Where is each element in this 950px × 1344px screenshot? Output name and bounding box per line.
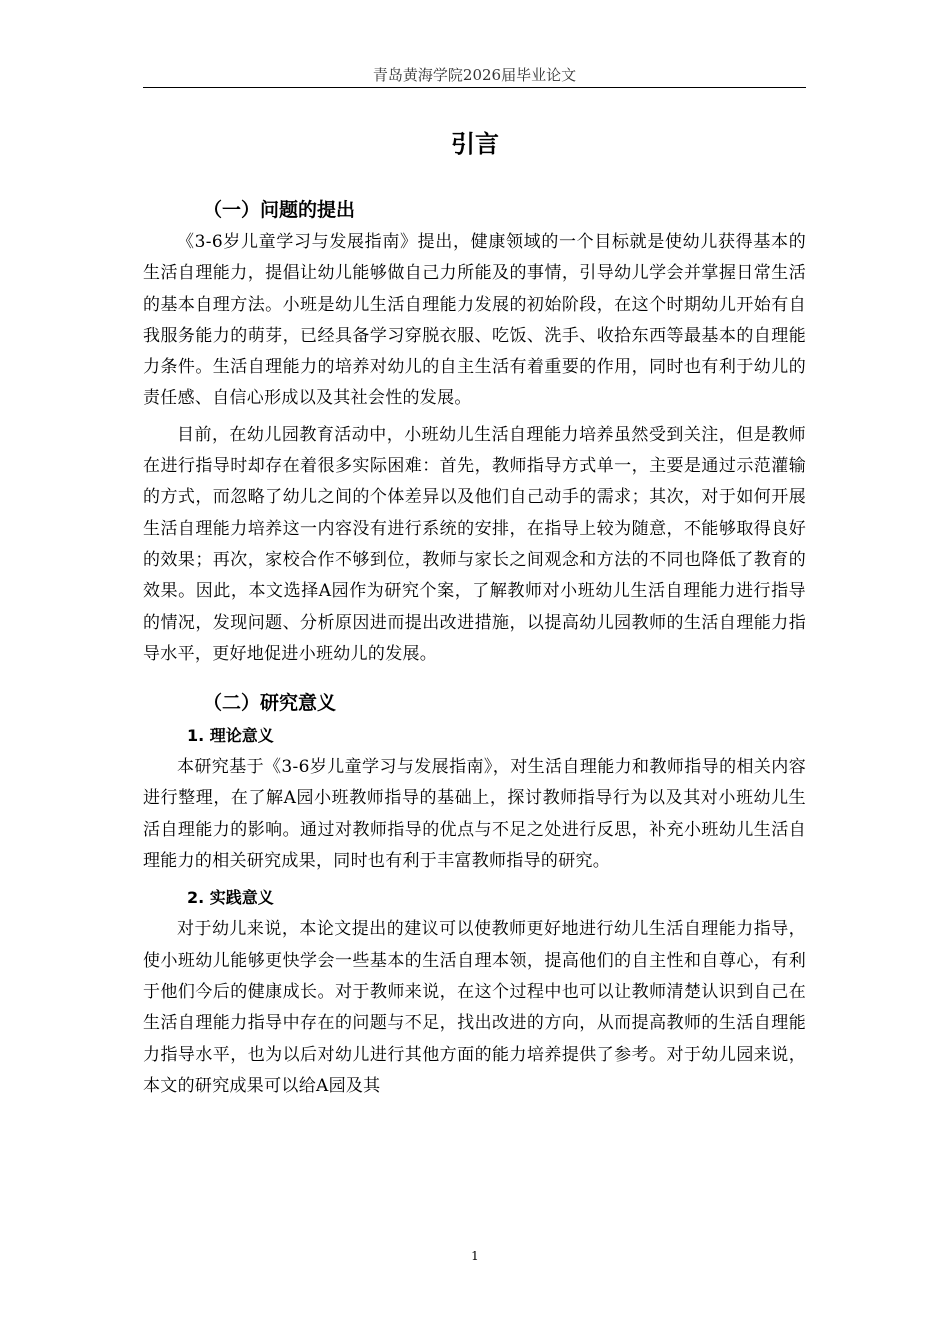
paragraph-problem-1: 《3-6岁儿童学习与发展指南》提出，健康领域的一个目标就是使幼儿获得基本的生活自理能力，提倡让幼儿能够做自己力所能及的事情，引导幼儿学会并掌握日常生活的基本自理方法。小班是幼儿生活自理能力发展的初始阶段，在这个时期幼儿开始有自我服务能力的萌芽，已经具备学习穿脱衣服、吃饭、洗手、收拾东西等最基本的自理能力条件。生活自理能力的培养对幼儿的自主生活有着重要的作用，同时也有利于幼儿的责任感、自信心形成以及其社会性的发展。 — [143, 232, 806, 409]
page-header — [143, 66, 806, 88]
document-body — [143, 193, 806, 1107]
section-heading-problem: （一）问题的提出 — [203, 199, 356, 221]
paragraph-theoretical: 本研究基于《3-6岁儿童学习与发展指南》，对生活自理能力和教师指导的相关内容进行整理，在了解A园小班教师指导的基础上，探讨教师指导行为以及其对小班幼儿生活自理能力的影响。通过对教师指导的优点与不足之处进行反思，补充小班幼儿生活自理能力的相关研究成果，同时也有利于丰富教师指导的研究。 — [143, 757, 806, 872]
page-title: 引言 — [451, 130, 499, 158]
section-heading-significance: （二）研究意义 — [203, 692, 337, 715]
paragraph-practical: 对于幼儿来说，本论文提出的建议可以使教师更好地进行幼儿生活自理能力指导，使小班幼儿能够更快学会一些基本的生活自理本领，提高他们的自主性和自尊心，有利于他们今后的健康成长。对于教师来说，在这个过程中也可以让教师清楚认识到自己在生活自理能力指导中存在的问题与不足，找出改进的方向，从而提高教师的生活自理能力指导水平，也为以后对幼儿进行其他方面的能力培养提供了参考。对于幼儿园来说，本文的研究成果可以给A园及其 — [143, 919, 806, 1096]
header-text: 青岛黄海学院2026届毕业论文 — [372, 66, 577, 84]
paragraph-problem-2: 目前，在幼儿园教育活动中，小班幼儿生活自理能力培养虽然受到关注，但是教师在进行指导时却存在着很多实际困难：首先，教师指导方式单一，主要是通过示范灌输的方式，而忽略了幼儿之间的个体差异以及他们自己动手的需求；其次，对于如何开展生活自理能力培养这一内容没有进行系统的安排，在指导上较为随意，不能够取得良好的效果；再次，家校合作不够到位，教师与家长之间观念和方法的不同也降低了教育的效果。因此，本文选择A园作为研究个案，了解教师对小班幼儿生活自理能力进行指导的情况，发现问题、分析原因进而提出改进措施，以提高幼儿园教师的生活自理能力指导水平，更好地促进小班幼儿的发展。 — [143, 424, 806, 664]
subheading-practical: 2. 实践意义 — [187, 888, 274, 908]
subheading-theoretical: 1. 理论意义 — [187, 726, 274, 746]
page-number: 1 — [471, 1249, 479, 1263]
